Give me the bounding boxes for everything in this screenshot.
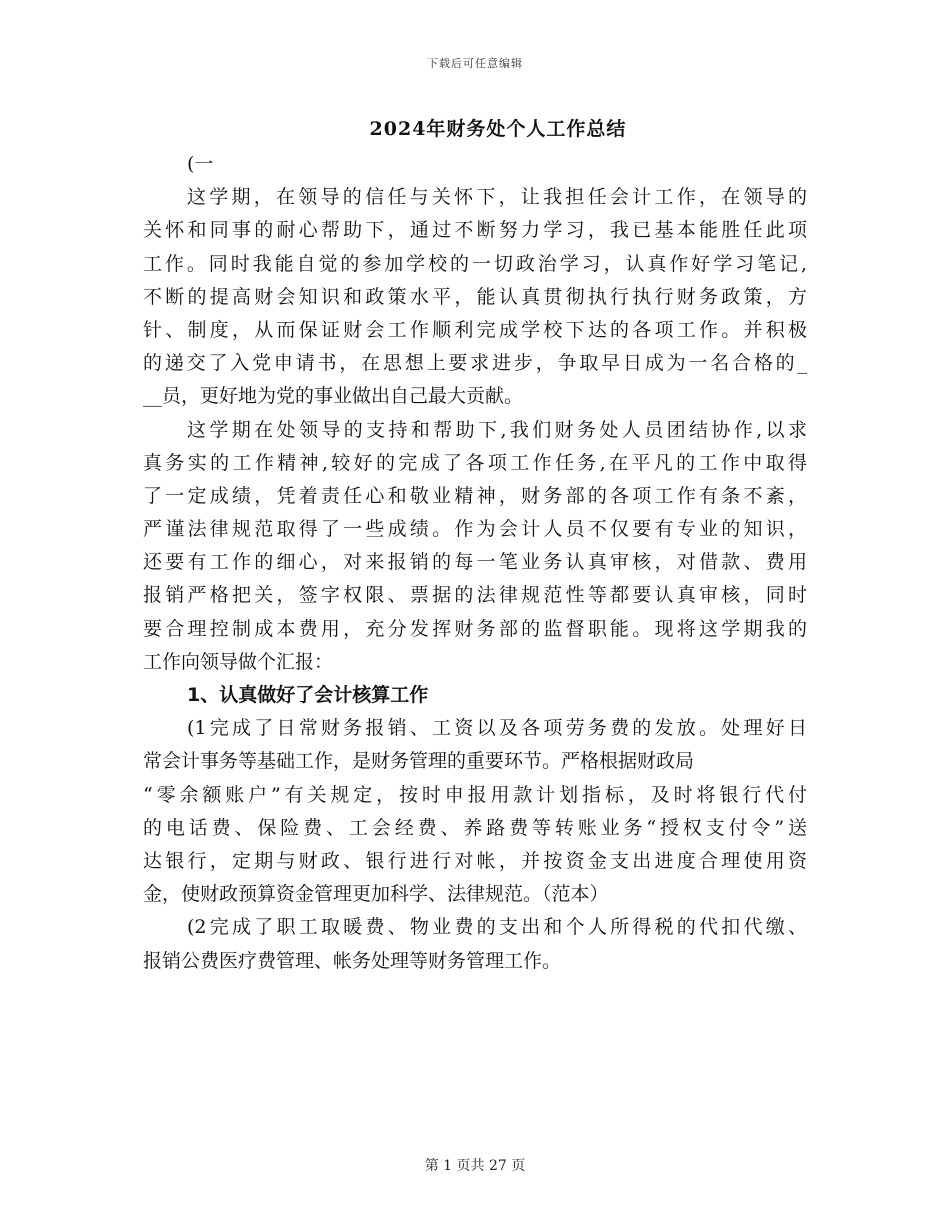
item-1-line-5: 达银行，定期与财政、银行进行对帐，并按资金支出进度合理使用资 <box>143 849 807 872</box>
paragraph-2-line-5: 还要有工作的细心，对来报销的每一笔业务认真审核，对借款、费用 <box>143 551 807 574</box>
paragraph-2-line-8: 工作向领导做个汇报： <box>143 650 334 673</box>
paragraph-1-line-4: 不断的提高财会知识和政策水平，能认真贯彻执行执行财务政策，方 <box>143 285 807 308</box>
item-2-line-2: 报销公费医疗费管理、帐务处理等财务管理工作。 <box>143 949 562 972</box>
item-1-line-3: “零余额账户”有关规定，按时申报用款计划指标，及时将银行代付 <box>143 783 807 806</box>
paragraph-1-line-1: 这学期，在领导的信任与关怀下，让我担任会计工作，在领导的 <box>187 186 807 209</box>
paragraph-1-line-5: 针、制度，从而保证财会工作顺利完成学校下达的各项工作。并积极 <box>143 318 807 341</box>
item-1-line-4: 的电话费、保险费、工会经费、养路费等转账业务“授权支付令”送 <box>143 816 807 839</box>
item-1-line-6: 金，使财政预算资金管理更加科学、法律规范。（范本） <box>143 883 609 906</box>
document-body <box>143 148 807 978</box>
item-2-line-1: (2完成了职工取暖费、物业费的支出和个人所得税的代扣代缴、 <box>187 916 807 939</box>
paragraph-2-line-2: 真务实的工作精神,较好的完成了各项工作任务,在平凡的工作中取得 <box>143 451 807 474</box>
page-number-footer: 第 1 页共 27 页 <box>424 1158 526 1174</box>
paragraph-2-line-3: 了一定成绩，凭着责任心和敬业精神，财务部的各项工作有条不紊， <box>143 484 807 507</box>
paragraph-2-line-4: 严谨法律规范取得了一些成绩。作为会计人员不仅要有专业的知识， <box>143 518 807 541</box>
item-1-line-2: 常会计事务等基础工作，是财务管理的重要环节。严格根据财政局 <box>143 750 695 773</box>
section-number-line: (一 <box>187 153 214 175</box>
item-1-line-1: (1完成了日常财务报销、工资以及各项劳务费的发放。处理好日 <box>187 717 807 740</box>
paragraph-2-line-1: 这学期在处领导的支持和帮助下,我们财务处人员团结协作,以求 <box>187 418 807 441</box>
paragraph-1-line-7: __员，更好地为党的事业做出自己最大贡献。 <box>143 385 524 408</box>
section-heading: 1、认真做好了会计核算工作 <box>187 684 429 706</box>
paragraph-1-line-6: 的递交了入党申请书，在思想上要求进步，争取早日成为一名合格的_ <box>143 352 807 375</box>
page-header-note: 下载后可任意编辑 <box>427 57 523 70</box>
paragraph-1-line-3: 工作。同时我能自觉的参加学校的一切政治学习，认真作好学习笔记, <box>143 252 807 275</box>
paragraph-2-line-6: 报销严格把关，签字权限、票据的法律规范性等都要认真审核，同时 <box>143 584 807 607</box>
paragraph-2-line-7: 要合理控制成本费用，充分发挥财务部的监督职能。现将这学期我的 <box>143 617 807 640</box>
document-title: 2024年财务处个人工作总结 <box>369 118 627 140</box>
paragraph-1-line-2: 关怀和同事的耐心帮助下，通过不断努力学习，我已基本能胜任此项 <box>143 219 807 242</box>
